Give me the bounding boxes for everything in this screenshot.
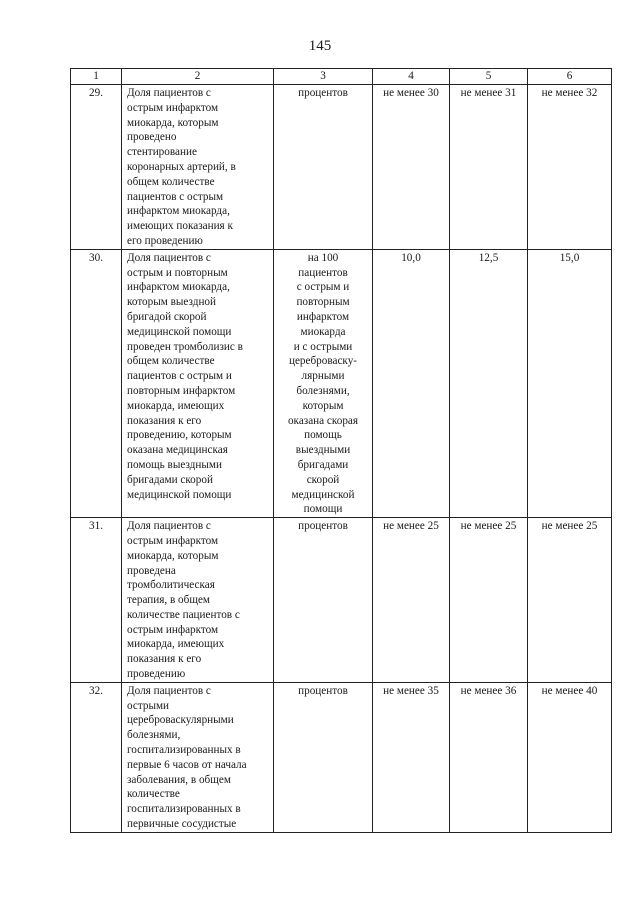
unit-cell: процентов <box>274 85 373 250</box>
value-cell: не менее 35 <box>373 682 450 832</box>
value-cell: не менее 30 <box>373 85 450 250</box>
value-cell: не менее 25 <box>450 518 528 683</box>
value-cell: 12,5 <box>450 249 528 517</box>
indicators-table <box>70 68 612 833</box>
column-header: 2 <box>122 69 274 85</box>
column-header: 5 <box>450 69 528 85</box>
header-row <box>71 69 612 85</box>
value-cell: не менее 25 <box>373 518 450 683</box>
value-cell: не менее 25 <box>528 518 612 683</box>
table-row <box>71 682 612 832</box>
row-number: 30. <box>71 249 122 517</box>
table-row <box>71 518 612 683</box>
row-number: 32. <box>71 682 122 832</box>
value-cell: не менее 40 <box>528 682 612 832</box>
value-cell: 10,0 <box>373 249 450 517</box>
unit-cell: на 100 пациентов с острым и повторным инфарктом миокарда и с острыми цереброваску- лярными болезнями, которым оказана скорая помощь выездными бригадами скорой медицинской помощи <box>274 249 373 517</box>
unit-cell: процентов <box>274 682 373 832</box>
column-header: 4 <box>373 69 450 85</box>
column-header: 1 <box>71 69 122 85</box>
page-number: 145 <box>308 38 332 54</box>
column-header: 3 <box>274 69 373 85</box>
row-number: 31. <box>71 518 122 683</box>
table-row <box>71 249 612 517</box>
value-cell: не менее 32 <box>528 85 612 250</box>
row-number: 29. <box>71 85 122 250</box>
indicator-name: Доля пациентов с острым и повторным инфарктом миокарда, которым выездной бригадой скорой медицинской помощи проведен тромболизис в общем количестве пациентов с острым и повторным инфарктом миокарда, имеющих показания к его проведению, которым оказана медицинская помощь выездными бригадами скорой медицинской помощи <box>122 249 274 517</box>
indicator-name: Доля пациентов с острым инфарктом миокарда, которым проведено стентирование коронарных артерий, в общем количестве пациентов с острым инфарктом миокарда, имеющих показания к его проведению <box>122 85 274 250</box>
indicator-name: Доля пациентов с острыми цереброваскулярными болезнями, госпитализированных в первые 6 часов от начала заболевания, в общем количестве госпитализированных в первичные сосудистые <box>122 682 274 832</box>
value-cell: не менее 36 <box>450 682 528 832</box>
indicator-name: Доля пациентов с острым инфарктом миокарда, которым проведена тромболитическая терапия, в общем количестве пациентов с острым инфарктом миокарда, имеющих показания к его проведению <box>122 518 274 683</box>
unit-cell: процентов <box>274 518 373 683</box>
column-header: 6 <box>528 69 612 85</box>
table-row <box>71 85 612 250</box>
value-cell: 15,0 <box>528 249 612 517</box>
value-cell: не менее 31 <box>450 85 528 250</box>
